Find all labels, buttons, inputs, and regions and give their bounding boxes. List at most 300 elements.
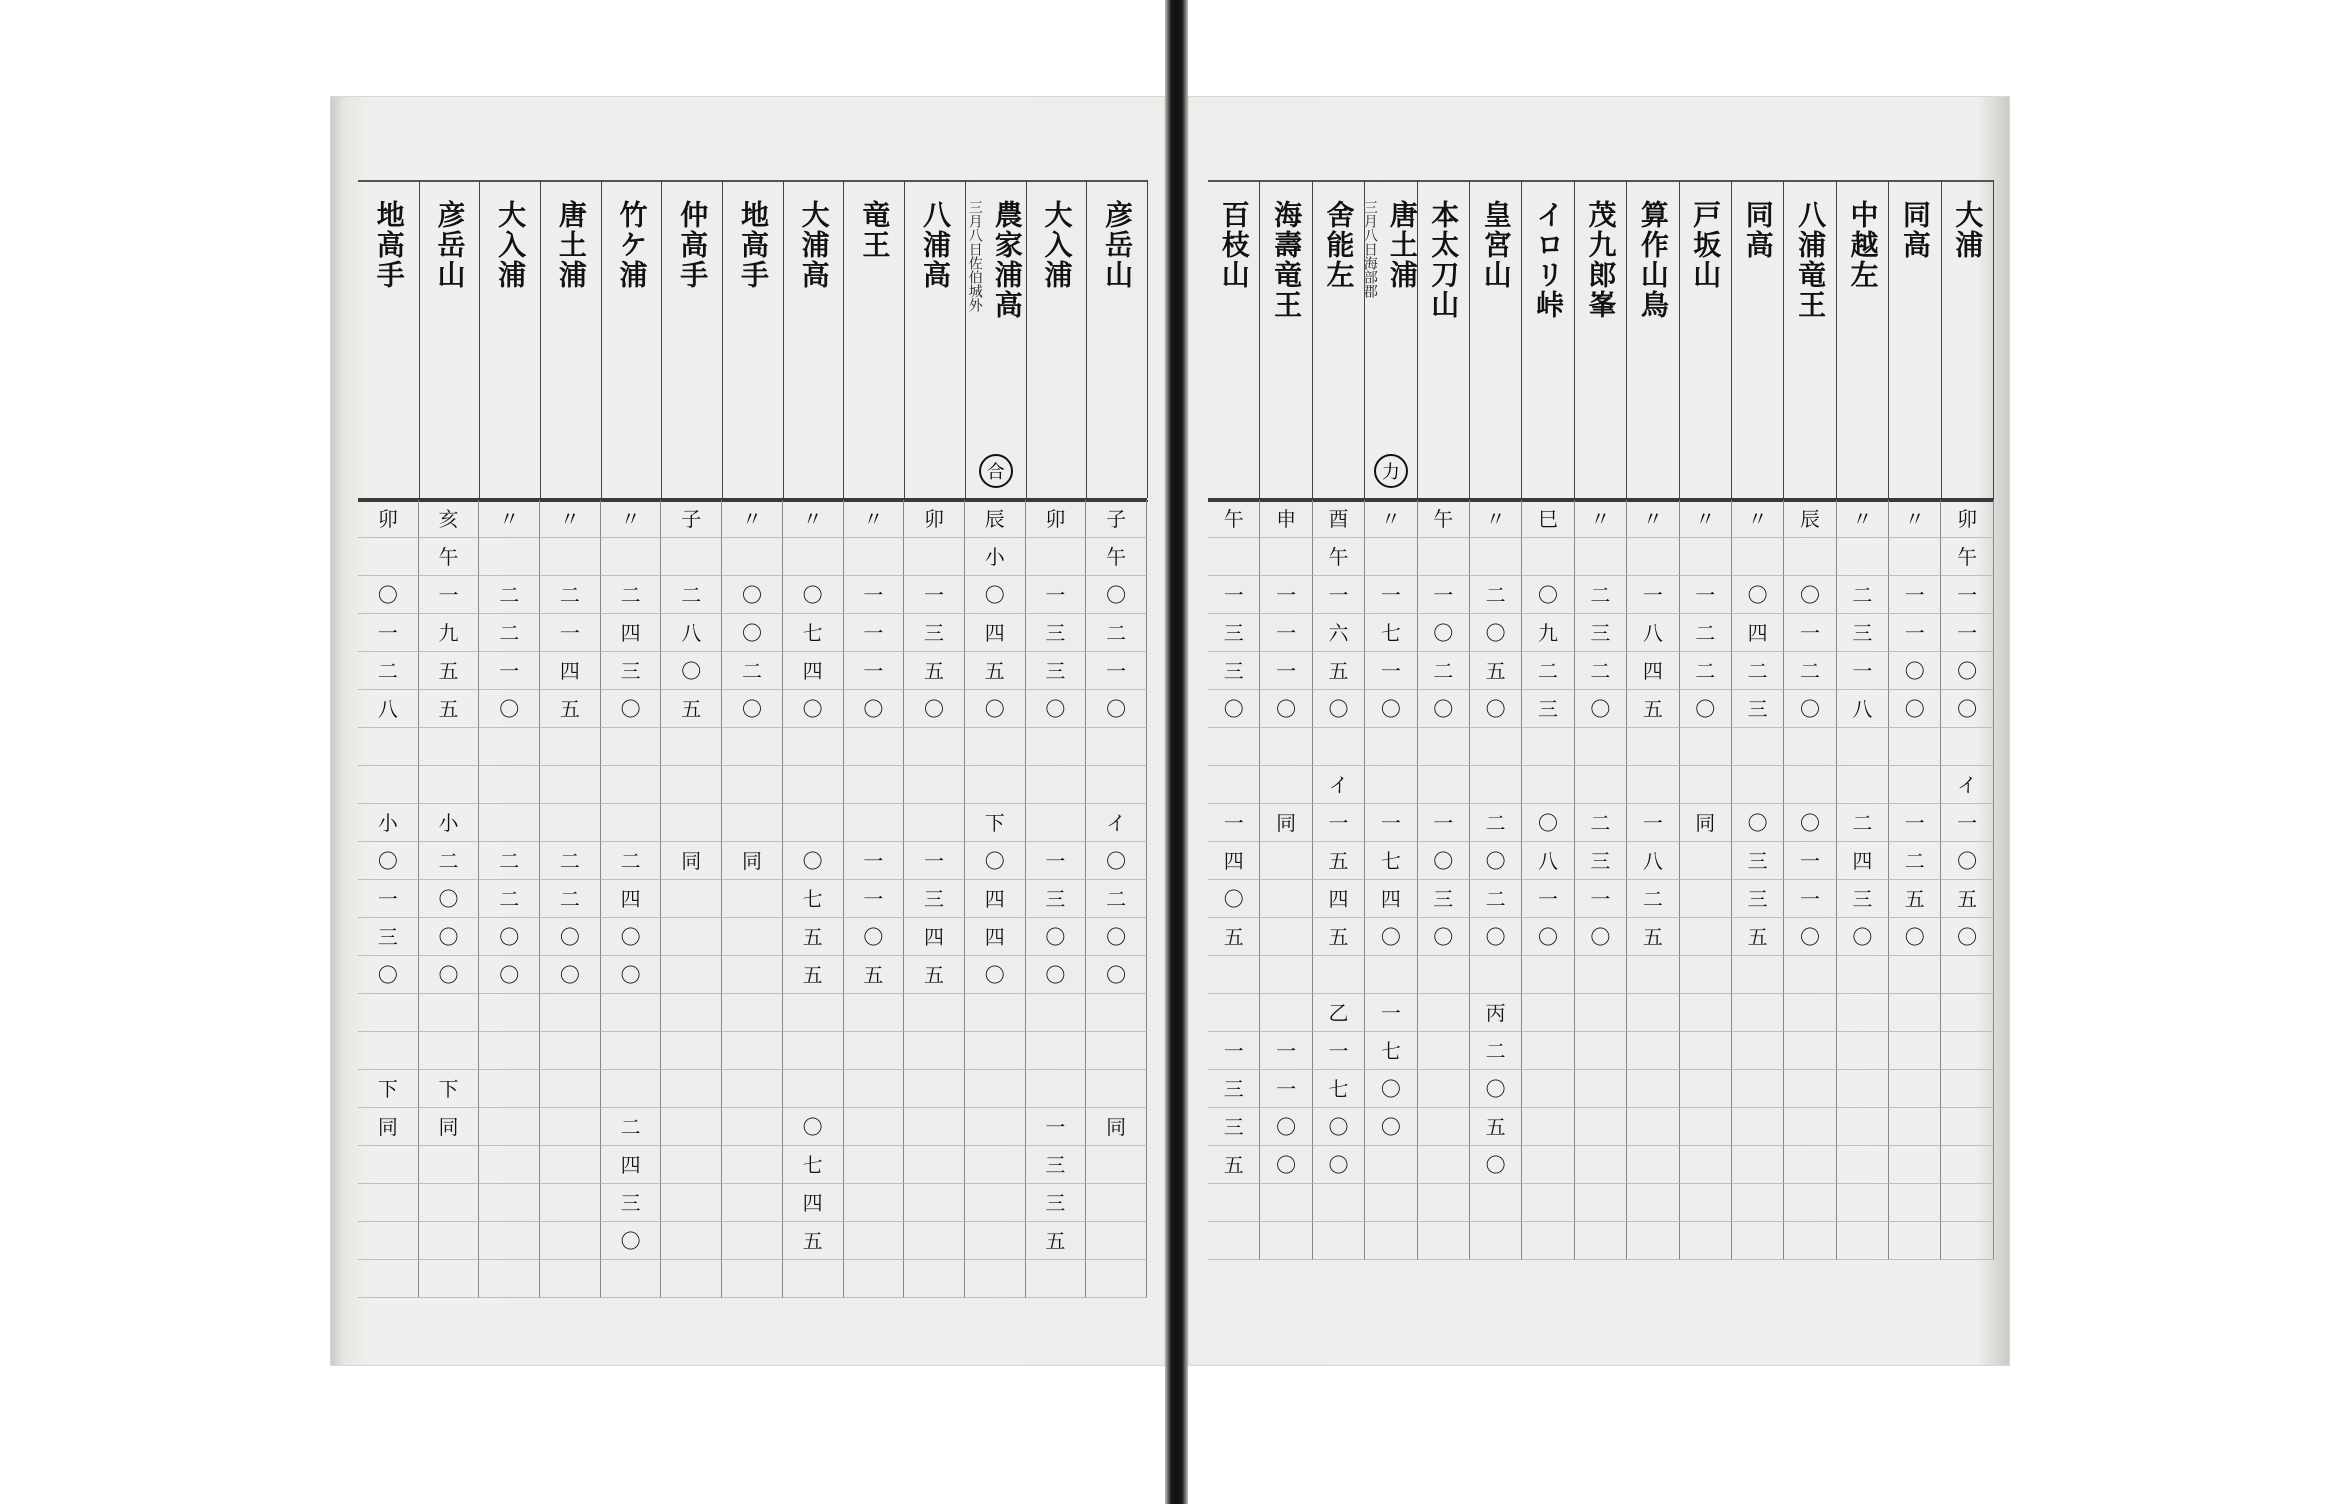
table-cell bbox=[479, 994, 540, 1032]
table-cell: 〃 bbox=[479, 500, 540, 538]
table-cell bbox=[783, 1032, 844, 1070]
table-cell: 一 bbox=[1941, 614, 1993, 652]
table-cell bbox=[1026, 766, 1087, 804]
table-cell: 〇 bbox=[1784, 690, 1836, 728]
table-cell bbox=[904, 1032, 965, 1070]
table-cell: 〇 bbox=[965, 690, 1026, 728]
table-cell bbox=[844, 1070, 905, 1108]
table-cell: 四 bbox=[965, 614, 1026, 652]
table-cell: 〃 bbox=[1889, 500, 1941, 538]
table-cell: 一 bbox=[1086, 652, 1147, 690]
table-cell bbox=[1784, 1070, 1836, 1108]
table-cell bbox=[1313, 956, 1365, 994]
table-cell bbox=[419, 728, 480, 766]
table-cell bbox=[1026, 1070, 1087, 1108]
left-data-grid bbox=[358, 498, 1147, 1298]
table-cell: 丙 bbox=[1470, 994, 1522, 1032]
table-cell bbox=[722, 956, 783, 994]
column-header bbox=[602, 180, 663, 498]
table-cell bbox=[783, 1070, 844, 1108]
table-cell bbox=[1260, 1184, 1312, 1222]
table-cell bbox=[1837, 766, 1889, 804]
table-cell: 三 bbox=[1026, 652, 1087, 690]
table-cell bbox=[1837, 1146, 1889, 1184]
table-cell bbox=[1026, 1032, 1087, 1070]
table-cell: 〇 bbox=[1365, 690, 1417, 728]
table-cell bbox=[904, 1070, 965, 1108]
table-cell bbox=[1941, 1222, 1993, 1260]
table-cell: 五 bbox=[1941, 880, 1993, 918]
table-cell bbox=[904, 1260, 965, 1298]
table-cell bbox=[601, 1260, 662, 1298]
column-title: 大浦高 bbox=[797, 200, 831, 290]
table-cell bbox=[1260, 956, 1312, 994]
table-cell: 三 bbox=[1732, 842, 1784, 880]
table-cell: 同 bbox=[722, 842, 783, 880]
table-cell: 二 bbox=[661, 576, 722, 614]
table-cell: 三 bbox=[1575, 842, 1627, 880]
table-cell bbox=[1732, 956, 1784, 994]
table-cell bbox=[722, 728, 783, 766]
table-cell: 一 bbox=[358, 614, 419, 652]
column-header bbox=[966, 180, 1027, 498]
table-cell: 八 bbox=[1627, 614, 1679, 652]
table-cell bbox=[540, 1032, 601, 1070]
table-cell bbox=[540, 994, 601, 1032]
table-cell: 二 bbox=[1784, 652, 1836, 690]
table-cell: 一 bbox=[1889, 804, 1941, 842]
table-cell bbox=[1208, 956, 1260, 994]
table-cell: 〇 bbox=[1260, 1108, 1312, 1146]
table-cell bbox=[1522, 538, 1574, 576]
table-cell bbox=[1086, 1222, 1147, 1260]
table-cell bbox=[1732, 728, 1784, 766]
table-cell bbox=[844, 538, 905, 576]
table-cell: 〇 bbox=[540, 956, 601, 994]
table-cell: 九 bbox=[1522, 614, 1574, 652]
table-cell: 巳 bbox=[1522, 500, 1574, 538]
table-cell bbox=[419, 1222, 480, 1260]
table-cell bbox=[722, 994, 783, 1032]
table-cell bbox=[1627, 1146, 1679, 1184]
table-cell: 五 bbox=[904, 652, 965, 690]
table-cell bbox=[479, 728, 540, 766]
table-cell: 一 bbox=[844, 842, 905, 880]
table-cell bbox=[1086, 1184, 1147, 1222]
table-cell bbox=[904, 1146, 965, 1184]
table-cell: 五 bbox=[419, 652, 480, 690]
table-cell: 一 bbox=[358, 880, 419, 918]
table-cell: 一 bbox=[844, 614, 905, 652]
table-cell: 小 bbox=[358, 804, 419, 842]
table-cell bbox=[1941, 1070, 1993, 1108]
table-cell bbox=[844, 1222, 905, 1260]
table-cell bbox=[1941, 1032, 1993, 1070]
table-cell bbox=[1784, 766, 1836, 804]
table-cell: 三 bbox=[1208, 1070, 1260, 1108]
table-cell bbox=[1313, 1222, 1365, 1260]
table-cell: 〇 bbox=[904, 690, 965, 728]
table-cell bbox=[540, 1146, 601, 1184]
table-cell bbox=[661, 994, 722, 1032]
table-cell bbox=[1784, 1184, 1836, 1222]
table-cell: 二 bbox=[1470, 1032, 1522, 1070]
table-cell bbox=[722, 1146, 783, 1184]
table-cell: 同 bbox=[661, 842, 722, 880]
column-title: イロリ峠 bbox=[1532, 200, 1566, 320]
table-cell: 〇 bbox=[1086, 918, 1147, 956]
table-cell bbox=[844, 1184, 905, 1222]
table-cell bbox=[1522, 994, 1574, 1032]
table-cell bbox=[783, 538, 844, 576]
column-title: 戸坂山 bbox=[1689, 200, 1723, 290]
table-cell: イ bbox=[1313, 766, 1365, 804]
table-cell bbox=[1889, 728, 1941, 766]
table-cell: 〇 bbox=[479, 956, 540, 994]
table-cell: 〃 bbox=[1680, 500, 1732, 538]
table-cell: 一 bbox=[1260, 614, 1312, 652]
table-cell: 五 bbox=[1470, 1108, 1522, 1146]
table-cell bbox=[1784, 1146, 1836, 1184]
table-cell bbox=[1680, 880, 1732, 918]
column-header bbox=[784, 180, 845, 498]
table-cell: 〇 bbox=[1086, 956, 1147, 994]
table-cell bbox=[479, 1222, 540, 1260]
column-header bbox=[1027, 180, 1088, 498]
table-cell bbox=[479, 538, 540, 576]
column-header bbox=[1680, 180, 1732, 498]
table-cell: 〇 bbox=[1086, 576, 1147, 614]
table-cell bbox=[1837, 956, 1889, 994]
table-cell: 五 bbox=[661, 690, 722, 728]
column-title: 百枝山 bbox=[1217, 200, 1251, 290]
table-cell bbox=[783, 766, 844, 804]
table-cell: 〇 bbox=[1313, 690, 1365, 728]
table-cell: 三 bbox=[1208, 652, 1260, 690]
table-cell: 〇 bbox=[722, 576, 783, 614]
column-title: 竹ケ浦 bbox=[615, 200, 649, 290]
table-cell bbox=[601, 1032, 662, 1070]
table-cell: 〇 bbox=[601, 918, 662, 956]
table-cell: 〇 bbox=[1260, 690, 1312, 728]
table-cell bbox=[358, 766, 419, 804]
table-cell: 一 bbox=[1365, 994, 1417, 1032]
table-cell bbox=[1470, 538, 1522, 576]
table-cell: 同 bbox=[1086, 1108, 1147, 1146]
table-cell: 一 bbox=[1260, 1070, 1312, 1108]
table-cell: 〇 bbox=[1732, 576, 1784, 614]
table-cell bbox=[1889, 956, 1941, 994]
table-cell bbox=[1026, 538, 1087, 576]
table-cell: 〇 bbox=[661, 652, 722, 690]
column-header bbox=[1087, 180, 1148, 498]
table-cell bbox=[844, 1108, 905, 1146]
table-cell bbox=[1784, 1222, 1836, 1260]
table-cell: 午 bbox=[1086, 538, 1147, 576]
table-cell bbox=[844, 766, 905, 804]
table-cell: 卯 bbox=[904, 500, 965, 538]
table-cell bbox=[1575, 1222, 1627, 1260]
table-cell: 二 bbox=[722, 652, 783, 690]
table-cell bbox=[1086, 1032, 1147, 1070]
column-title: 大浦 bbox=[1951, 200, 1985, 260]
table-cell: 乙 bbox=[1313, 994, 1365, 1032]
table-cell bbox=[601, 538, 662, 576]
table-cell: 四 bbox=[1208, 842, 1260, 880]
table-cell bbox=[1260, 766, 1312, 804]
table-cell bbox=[358, 728, 419, 766]
table-cell bbox=[601, 766, 662, 804]
table-cell bbox=[479, 1032, 540, 1070]
table-cell: 二 bbox=[1575, 804, 1627, 842]
table-cell bbox=[1837, 728, 1889, 766]
table-cell: 三 bbox=[601, 652, 662, 690]
table-cell: 五 bbox=[1313, 652, 1365, 690]
table-cell: 七 bbox=[1365, 1032, 1417, 1070]
table-cell: 同 bbox=[358, 1108, 419, 1146]
table-cell bbox=[1680, 1222, 1732, 1260]
table-cell: 一 bbox=[904, 576, 965, 614]
column-header bbox=[1522, 180, 1574, 498]
table-cell bbox=[540, 1260, 601, 1298]
table-cell: 〇 bbox=[1026, 918, 1087, 956]
table-cell: 八 bbox=[1522, 842, 1574, 880]
table-cell bbox=[1680, 728, 1732, 766]
table-cell bbox=[419, 994, 480, 1032]
column-header bbox=[480, 180, 541, 498]
table-cell bbox=[1837, 1032, 1889, 1070]
table-cell: 五 bbox=[1026, 1222, 1087, 1260]
table-cell: 一 bbox=[1941, 576, 1993, 614]
table-cell bbox=[1522, 1032, 1574, 1070]
table-cell: 〇 bbox=[965, 576, 1026, 614]
table-cell bbox=[1627, 1032, 1679, 1070]
column-title: 茂九郎峯 bbox=[1584, 200, 1618, 320]
table-cell: 〇 bbox=[783, 842, 844, 880]
table-cell: 二 bbox=[479, 614, 540, 652]
table-cell: 一 bbox=[1418, 576, 1470, 614]
table-cell bbox=[1208, 1222, 1260, 1260]
table-cell: 〇 bbox=[1026, 956, 1087, 994]
column-header bbox=[1470, 180, 1522, 498]
table-cell: イ bbox=[1941, 766, 1993, 804]
table-cell: 三 bbox=[1575, 614, 1627, 652]
table-cell bbox=[1208, 538, 1260, 576]
column-note: 三月八日佐伯城外 bbox=[966, 200, 983, 312]
table-cell bbox=[1418, 1184, 1470, 1222]
table-cell bbox=[783, 728, 844, 766]
table-cell bbox=[783, 994, 844, 1032]
table-cell bbox=[1627, 956, 1679, 994]
table-cell bbox=[1680, 1070, 1732, 1108]
table-cell: 〇 bbox=[601, 956, 662, 994]
table-cell: 八 bbox=[1627, 842, 1679, 880]
table-cell bbox=[358, 538, 419, 576]
table-cell bbox=[1732, 1070, 1784, 1108]
table-cell: 四 bbox=[1313, 880, 1365, 918]
table-cell: 同 bbox=[1680, 804, 1732, 842]
table-cell: 三 bbox=[1208, 614, 1260, 652]
table-cell: 五 bbox=[965, 652, 1026, 690]
table-cell bbox=[1680, 994, 1732, 1032]
table-cell: 一 bbox=[1784, 842, 1836, 880]
table-cell bbox=[1575, 538, 1627, 576]
table-cell: 三 bbox=[1522, 690, 1574, 728]
table-cell: 一 bbox=[1260, 576, 1312, 614]
table-cell: 二 bbox=[1086, 880, 1147, 918]
table-cell bbox=[1732, 1184, 1784, 1222]
table-cell bbox=[1026, 804, 1087, 842]
table-cell: 〇 bbox=[1889, 690, 1941, 728]
column-header bbox=[1361, 180, 1419, 498]
table-cell bbox=[1470, 766, 1522, 804]
table-cell bbox=[479, 1184, 540, 1222]
table-cell bbox=[783, 804, 844, 842]
table-cell bbox=[358, 1184, 419, 1222]
table-cell bbox=[722, 1108, 783, 1146]
table-cell bbox=[844, 1146, 905, 1184]
table-cell: 〇 bbox=[1470, 918, 1522, 956]
table-cell: 五 bbox=[1208, 918, 1260, 956]
table-cell: 五 bbox=[1313, 842, 1365, 880]
table-cell: 八 bbox=[358, 690, 419, 728]
table-cell: 亥 bbox=[419, 500, 480, 538]
table-cell bbox=[1026, 1260, 1087, 1298]
table-cell: 一 bbox=[1026, 1108, 1087, 1146]
table-cell bbox=[1575, 1032, 1627, 1070]
table-cell: 五 bbox=[904, 956, 965, 994]
table-cell bbox=[1680, 1032, 1732, 1070]
table-cell: 小 bbox=[419, 804, 480, 842]
table-cell: 五 bbox=[1889, 880, 1941, 918]
table-cell bbox=[1260, 994, 1312, 1032]
table-cell: 〇 bbox=[1313, 1146, 1365, 1184]
table-cell: 〃 bbox=[1837, 500, 1889, 538]
table-cell: 七 bbox=[1313, 1070, 1365, 1108]
table-cell: 四 bbox=[1837, 842, 1889, 880]
column-title: 仲高手 bbox=[676, 200, 710, 290]
table-cell bbox=[419, 766, 480, 804]
column-title: 八浦高 bbox=[919, 200, 953, 290]
table-cell: 二 bbox=[358, 652, 419, 690]
table-cell: 四 bbox=[1365, 880, 1417, 918]
table-cell bbox=[1627, 538, 1679, 576]
table-cell bbox=[540, 1222, 601, 1260]
table-cell bbox=[1208, 994, 1260, 1032]
table-cell bbox=[358, 1032, 419, 1070]
table-cell: 〇 bbox=[540, 918, 601, 956]
table-cell: 一 bbox=[1941, 804, 1993, 842]
table-cell: 〇 bbox=[601, 1222, 662, 1260]
table-cell: 〃 bbox=[601, 500, 662, 538]
table-cell: 〃 bbox=[722, 500, 783, 538]
table-cell bbox=[479, 1108, 540, 1146]
table-cell: 一 bbox=[844, 652, 905, 690]
table-cell bbox=[1470, 1222, 1522, 1260]
table-cell bbox=[1365, 766, 1417, 804]
table-cell bbox=[1418, 994, 1470, 1032]
column-title: 大入浦 bbox=[494, 200, 528, 290]
table-cell bbox=[904, 538, 965, 576]
table-cell: 二 bbox=[479, 842, 540, 880]
table-cell: 三 bbox=[601, 1184, 662, 1222]
table-cell: 下 bbox=[419, 1070, 480, 1108]
table-cell bbox=[1365, 1146, 1417, 1184]
table-cell bbox=[601, 994, 662, 1032]
column-note: 三月八日海部郡 bbox=[1361, 200, 1378, 298]
table-cell: 三 bbox=[1732, 880, 1784, 918]
table-cell: 〇 bbox=[358, 576, 419, 614]
table-cell: 五 bbox=[783, 918, 844, 956]
table-cell: 一 bbox=[1365, 576, 1417, 614]
table-cell bbox=[1941, 1146, 1993, 1184]
table-cell: 一 bbox=[1208, 804, 1260, 842]
table-cell: 〇 bbox=[783, 690, 844, 728]
table-cell bbox=[1086, 1070, 1147, 1108]
table-cell bbox=[1627, 766, 1679, 804]
table-cell: 三 bbox=[1026, 1146, 1087, 1184]
table-cell bbox=[540, 728, 601, 766]
table-cell: 二 bbox=[1522, 652, 1574, 690]
table-cell: 〇 bbox=[1575, 690, 1627, 728]
table-cell bbox=[844, 1032, 905, 1070]
table-cell bbox=[1522, 1146, 1574, 1184]
table-cell bbox=[1941, 956, 1993, 994]
table-cell: 三 bbox=[1208, 1108, 1260, 1146]
table-cell bbox=[1086, 1260, 1147, 1298]
table-cell bbox=[722, 538, 783, 576]
column-header bbox=[905, 180, 966, 498]
table-cell bbox=[1732, 1032, 1784, 1070]
table-cell: 〃 bbox=[1627, 500, 1679, 538]
table-cell: 〇 bbox=[965, 842, 1026, 880]
table-cell: 五 bbox=[1208, 1146, 1260, 1184]
table-cell bbox=[601, 728, 662, 766]
table-cell: 〇 bbox=[1732, 804, 1784, 842]
table-cell bbox=[1627, 1070, 1679, 1108]
table-cell bbox=[661, 538, 722, 576]
table-cell: 辰 bbox=[965, 500, 1026, 538]
table-cell bbox=[601, 804, 662, 842]
table-cell bbox=[1365, 956, 1417, 994]
table-cell: 五 bbox=[1313, 918, 1365, 956]
column-header bbox=[662, 180, 723, 498]
table-cell bbox=[1784, 538, 1836, 576]
table-cell: 七 bbox=[783, 614, 844, 652]
table-cell: 五 bbox=[540, 690, 601, 728]
table-cell: 二 bbox=[601, 1108, 662, 1146]
table-cell: 一 bbox=[1313, 1032, 1365, 1070]
table-cell: 四 bbox=[783, 1184, 844, 1222]
table-cell bbox=[358, 994, 419, 1032]
table-cell bbox=[358, 1260, 419, 1298]
table-cell: 一 bbox=[1418, 804, 1470, 842]
table-cell: 〇 bbox=[844, 690, 905, 728]
table-cell: 二 bbox=[540, 842, 601, 880]
table-cell: 〇 bbox=[419, 956, 480, 994]
table-cell bbox=[661, 1108, 722, 1146]
table-cell: 四 bbox=[1627, 652, 1679, 690]
table-cell: 三 bbox=[1837, 880, 1889, 918]
table-cell: 一 bbox=[1575, 880, 1627, 918]
table-cell: 〇 bbox=[722, 614, 783, 652]
table-cell bbox=[965, 1146, 1026, 1184]
table-cell: 四 bbox=[601, 880, 662, 918]
left-page bbox=[330, 96, 1165, 1366]
table-cell bbox=[1889, 1184, 1941, 1222]
table-cell bbox=[1260, 538, 1312, 576]
column-title: 彦岳山 bbox=[1101, 200, 1135, 290]
